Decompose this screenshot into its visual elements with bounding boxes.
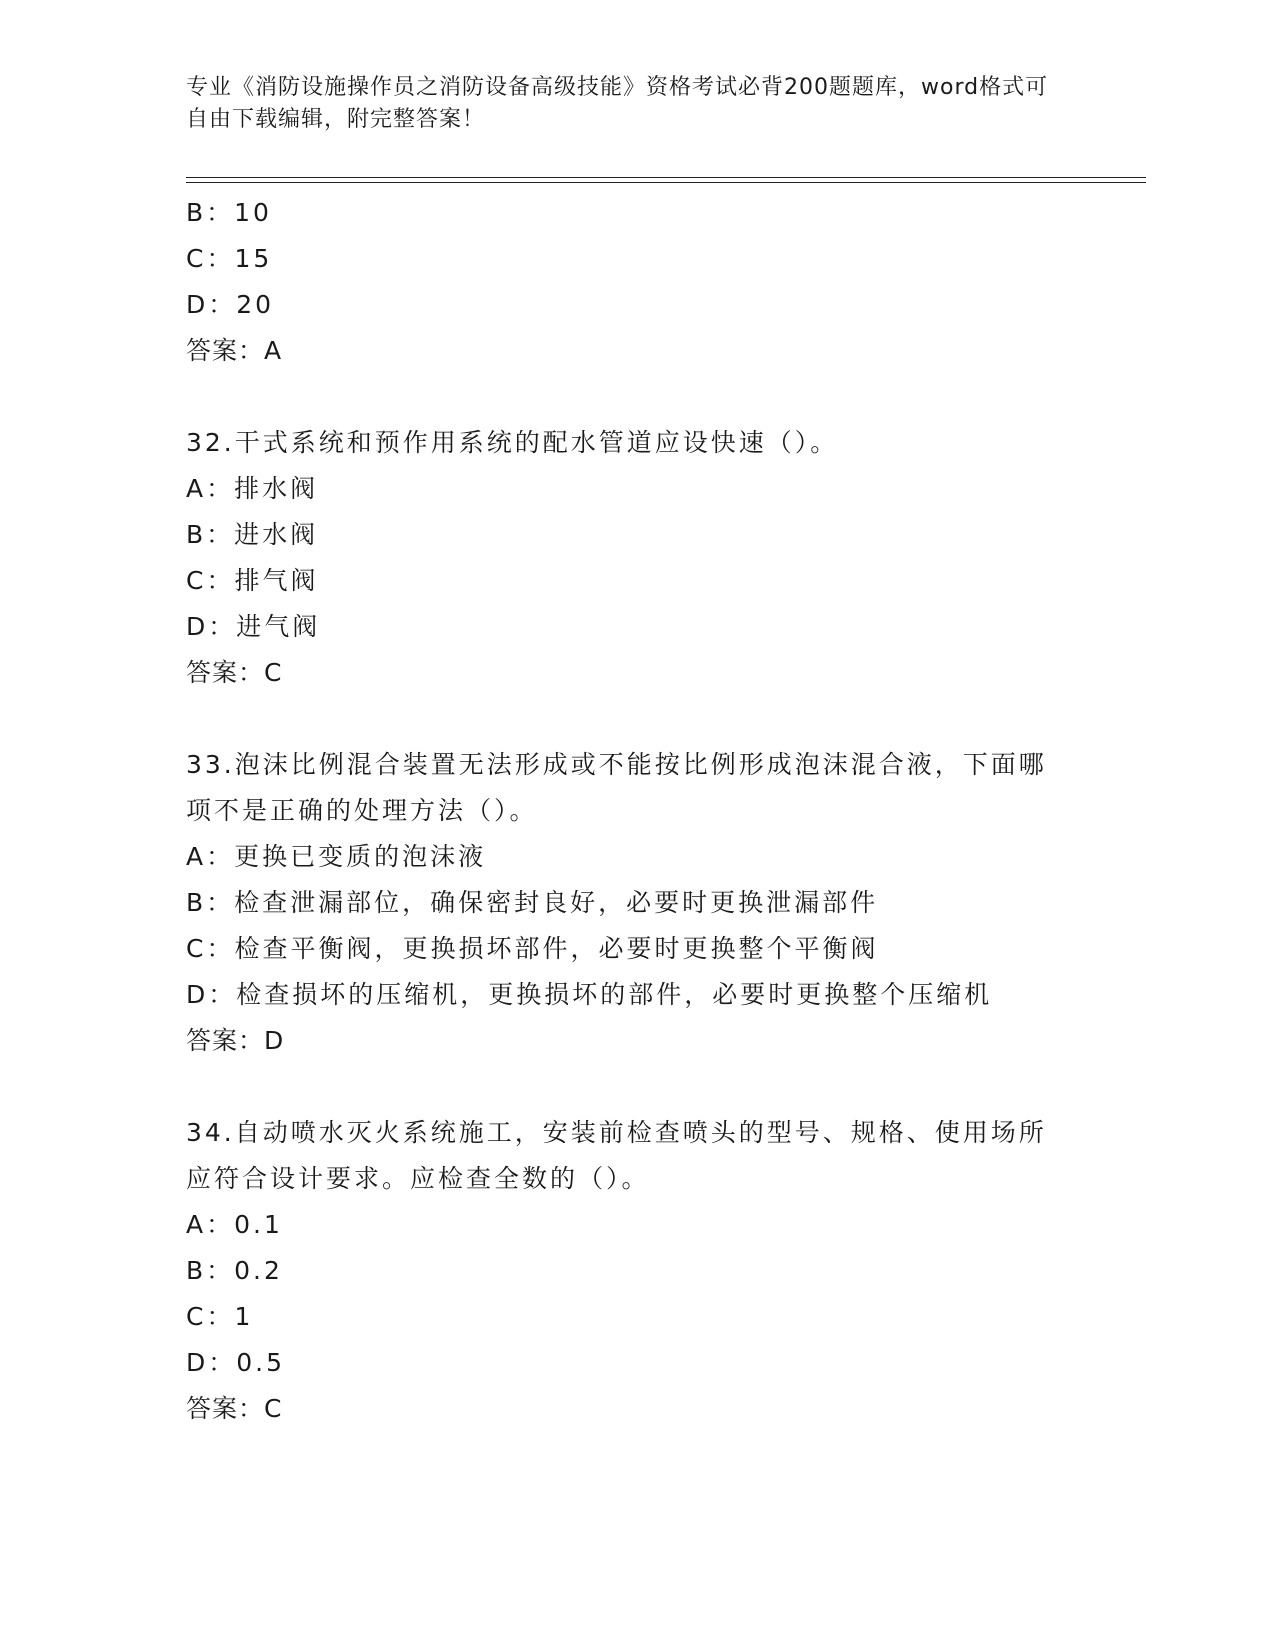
option-a: A：0.1 <box>186 1210 283 1239</box>
spacer <box>186 1064 1066 1110</box>
option-b: B：10 <box>186 198 272 227</box>
option-d: D：进气阀 <box>186 612 321 641</box>
question-stem: 33.泡沫比例混合装置无法形成或不能按比例形成泡沫混合液，下面哪项不是正确的处理方法（）。 <box>186 750 1047 825</box>
option-c: C：检查平衡阀，更换损坏部件，必要时更换整个平衡阀 <box>186 934 879 963</box>
option-d: D：检查损坏的压缩机，更换损坏的部件，必要时更换整个压缩机 <box>186 980 993 1009</box>
question-33 <box>186 742 1066 1064</box>
answer-line: 答案：C <box>186 1394 283 1423</box>
question-34 <box>186 1110 1066 1432</box>
option-d: D：0.5 <box>186 1348 286 1377</box>
option-c: C：1 <box>186 1302 254 1331</box>
spacer <box>186 696 1066 742</box>
answer-line: 答案：A <box>186 336 283 365</box>
question-content <box>186 190 1066 1432</box>
option-b: B：检查泄漏部位，确保密封良好，必要时更换泄漏部件 <box>186 888 879 917</box>
answer-line: 答案：D <box>186 1026 285 1055</box>
question-stem: 32.干式系统和预作用系统的配水管道应设快速（）。 <box>186 428 839 457</box>
spacer <box>186 374 1066 420</box>
option-b: B：进水阀 <box>186 520 319 549</box>
prev-question-options <box>186 190 1066 374</box>
option-a: A：更换已变质的泡沫液 <box>186 842 487 871</box>
option-b: B：0.2 <box>186 1256 283 1285</box>
question-32 <box>186 420 1066 696</box>
option-d: D：20 <box>186 290 275 319</box>
document-header: 专业《消防设施操作员之消防设备高级技能》资格考试必背200题题库，word格式可自由下载编辑，附完整答案！ <box>186 75 1049 132</box>
option-a: A：排水阀 <box>186 474 319 503</box>
answer-line: 答案：C <box>186 658 283 687</box>
option-c: C：排气阀 <box>186 566 319 595</box>
question-stem: 34.自动喷水灭火系统施工，安装前检查喷头的型号、规格、使用场所应符合设计要求。应检查全数的（）。 <box>186 1118 1047 1193</box>
header-divider-top <box>186 177 1146 178</box>
option-c: C：15 <box>186 244 273 273</box>
header-divider-bottom <box>186 182 1146 183</box>
